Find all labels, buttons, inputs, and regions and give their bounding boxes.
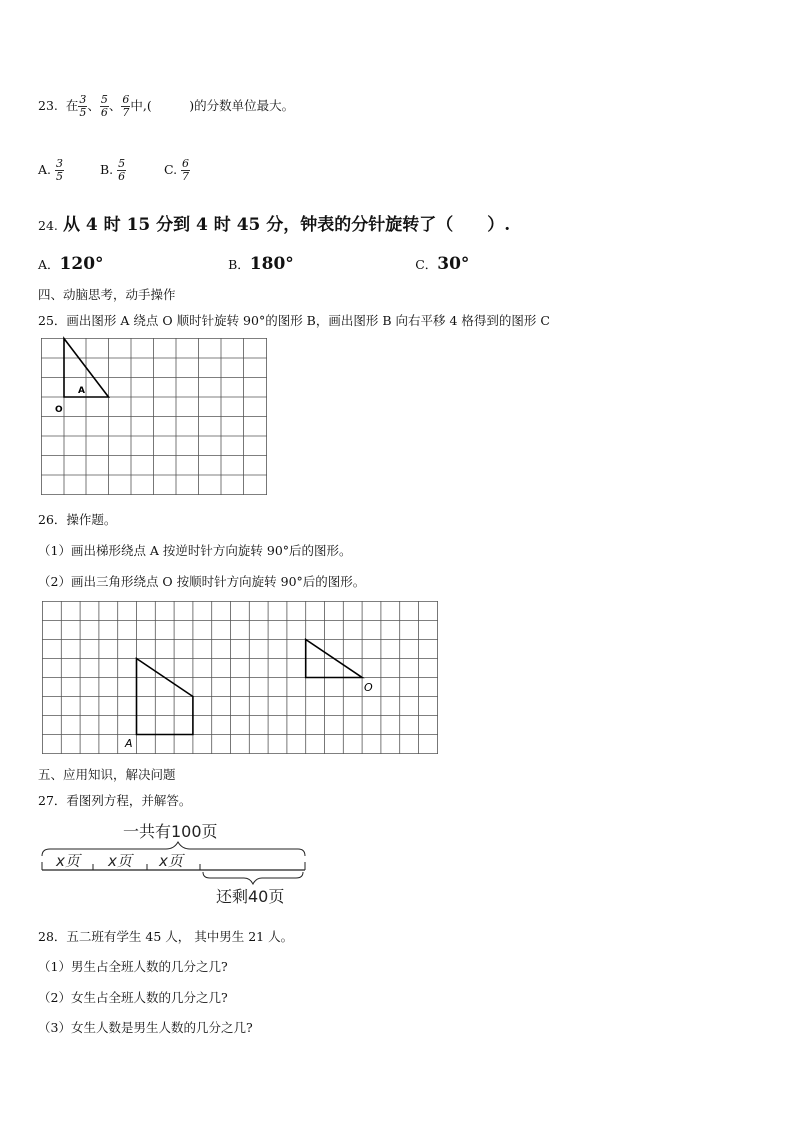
q28-sub2: （2）女生占全班人数的几分之几?	[38, 990, 228, 1005]
q24-line	[38, 210, 510, 235]
q23-text-after: 中,( )的分数单位最大。	[130, 98, 295, 113]
q26-text: 26．操作题。	[38, 512, 117, 527]
q23-option-a[interactable]: A. $\frac{3}{5}$	[38, 157, 63, 183]
q23-fraction-2: $\frac{5}{6}$	[100, 93, 108, 119]
q27-segment-1: x页	[56, 852, 80, 870]
q28-sub1: （1）男生占全班人数的几分之几?	[38, 959, 228, 974]
q23-option-c[interactable]: C. $\frac{6}{7}$	[163, 157, 190, 183]
q26-sub2: （2）画出三角形绕点 O 按顺时针方向旋转 90°后的图形。	[38, 574, 366, 589]
q24-text: 从 4 时 15 分到 4 时 45 分，钟表的分针旋转了（ ）.	[62, 215, 511, 235]
q27-segment-3: x页	[159, 852, 183, 870]
q23-option-b[interactable]: B. $\frac{5}{6}$	[99, 157, 126, 183]
q24-number: 24.	[38, 218, 58, 233]
q26-grid	[42, 601, 442, 756]
q24-option-b[interactable]: B．180°	[228, 254, 294, 274]
section5-title: 五、应用知识，解决问题	[38, 767, 176, 782]
q23-line: 23. 在 $\frac{3}{5}$ 、 $\frac{5}{6}$ 、 $\frac{6}{7}$ 中,( )的分数单位最大。	[38, 93, 295, 119]
q26-label-a: A	[125, 737, 133, 750]
q23-number: 23.	[38, 98, 58, 113]
q27-line-diagram	[38, 818, 318, 908]
q24-options	[38, 254, 469, 274]
q25-grid	[41, 338, 271, 496]
q23-fraction-1: $\frac{3}{5}$	[79, 93, 87, 119]
q26-sub1: （1）画出梯形绕点 A 按逆时针方向旋转 90°后的图形。	[38, 543, 352, 558]
q25-label-a: A	[78, 386, 85, 396]
q25-text: 25．画出图形 A 绕点 O 顺时针旋转 90°的图形 B，画出图形 B 向右平移 4 格得到的图形 C	[38, 313, 550, 328]
q28-sub3: （3）女生人数是男生人数的几分之几?	[38, 1020, 253, 1035]
q25-label-o: O	[55, 405, 63, 415]
q27-text: 27．看图列方程，并解答。	[38, 793, 192, 808]
section4-title: 四、动脑思考，动手操作	[38, 287, 176, 302]
q27-bottom-brace	[203, 872, 303, 884]
q28-text: 28．五二班有学生 45 人， 其中男生 21 人。	[38, 929, 294, 944]
q24-option-a[interactable]: A．120°	[38, 254, 104, 274]
q23-fraction-3: $\frac{6}{7}$	[122, 93, 130, 119]
q26-label-o: O	[364, 681, 373, 694]
q27-total-label: 一共有100页	[123, 822, 218, 841]
q27-remain-label: 还剩40页	[216, 887, 285, 906]
q23-text-before: 在	[65, 98, 79, 113]
q24-option-c[interactable]: C．30°	[415, 254, 470, 274]
q27-segment-2: x页	[108, 852, 132, 870]
q23-options	[38, 150, 190, 190]
